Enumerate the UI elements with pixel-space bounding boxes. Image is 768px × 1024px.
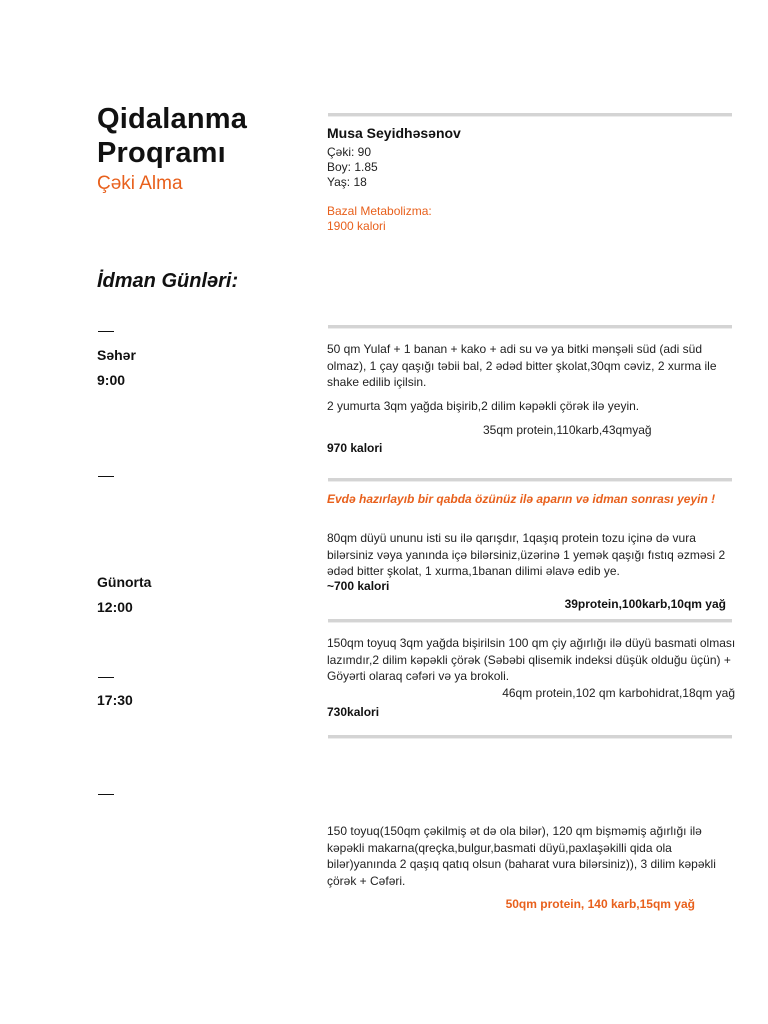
section-title: İdman Günləri: — [97, 270, 239, 292]
morning-label: Səhər — [97, 347, 136, 363]
lunch-calories — [327, 703, 379, 721]
bmr-value: 1900 kalori — [327, 219, 386, 233]
preworkout-text: 80qm düyü ununu isti su ilə qarışdır, 1qaşıq protein tozu içinə də vura bilərsiniz vəya yanında içə bilərsiniz,üzərinə 1 yemək qaşığı fıstıq əzməsi 2 ədəd bitter şkolat, 1 xurma,1banan dilimi əlavə edib ye. — [327, 531, 726, 578]
lunch-calories-unit: kalori — [347, 705, 380, 719]
morning-macros: 35qm protein,110karb,43qmyağ — [483, 423, 652, 437]
lunch-text: 150qm toyuq 3qm yağda bişirilsin 100 qm çiy ağırlığı ilə düyü basmati olması lazımdır,2 dilim kəpəkli çörək (Səbəbi qlisemik indeksi düşük olduğu üçün) + Göyərti olaraq cəfəri və ya brokoli. — [327, 636, 736, 683]
morning-calories-value: 970 — [327, 441, 348, 455]
divider-preworkout — [328, 478, 732, 482]
morning-text-2: 2 yumurta 3qm yağda bişirib,2 dilim kəpəkli çörək ilə yeyin. — [327, 399, 640, 413]
preworkout-calories — [327, 577, 389, 595]
morning-text: 50 qm Yulaf + 1 banan + kako + adi su və ya bitki mənşəli süd (adi süd olmaz), 1 çay qaşığı təbii bal, 2 ədəd bitter şkolat,30qm cəviz, 2 xurma ile shake edilib içilsin. — [327, 342, 717, 389]
dash-separator — [98, 331, 114, 332]
profile-height: Boy: 1.85 — [327, 160, 378, 174]
lunch-macros: 46qm protein,102 qm karbohidrat,18qm yağ — [502, 686, 735, 700]
dinner-text: 150 toyuq(150qm çəkilmiş ət də ola bilər), 120 qm bişməmiş ağırlığı ilə kəpəkli makarna(qreçka,bulgur,basmati düyü,paxlaşəkilli qida ola bilər)yanında 2 qaşıq qatıq olsun (baharat vura bilərsiniz)), 3 dilim kəpəkli çörək + Cəfəri. — [327, 824, 716, 888]
lunch-calories-value: 730 — [327, 705, 348, 719]
dinner-macros: 50qm protein, 140 karb,15qm yağ — [505, 897, 695, 911]
morning-time: 9:00 — [97, 372, 126, 388]
page-subtitle: Çəki Alma — [97, 173, 183, 194]
profile-name: Musa Seyidhəsənov — [327, 125, 461, 141]
morning-calories-unit: kalori — [347, 441, 383, 455]
title-line-1: Qidalanma — [97, 103, 248, 135]
preworkout-calories-value: ~700 — [327, 579, 355, 593]
preworkout-note: Evdə hazırlayıb bir qabda özünüz ilə aparın və idman sonrası yeyin ! — [327, 492, 716, 506]
divider-morning — [328, 325, 732, 329]
title-line-2: Proqramı — [97, 137, 226, 169]
lunch-time: 12:00 — [97, 599, 133, 615]
profile-age: Yaş: 18 — [327, 175, 367, 189]
preworkout-macros: 39protein,100karb,10qm yağ — [564, 597, 726, 611]
afternoon-time: 17:30 — [97, 692, 133, 708]
morning-calories — [327, 439, 382, 457]
preworkout-calories-unit: kalori — [354, 579, 390, 593]
page-title — [97, 102, 247, 170]
dash-separator — [98, 794, 114, 795]
lunch-label: Günorta — [97, 574, 152, 590]
divider-afternoon — [328, 735, 732, 739]
divider-top — [328, 113, 732, 117]
profile-weight: Çəki: 90 — [327, 145, 372, 159]
divider-lunch — [328, 619, 732, 623]
bmr-label: Bazal Metabolizma: — [327, 204, 432, 218]
dash-separator — [98, 677, 114, 678]
dash-separator — [98, 476, 114, 477]
